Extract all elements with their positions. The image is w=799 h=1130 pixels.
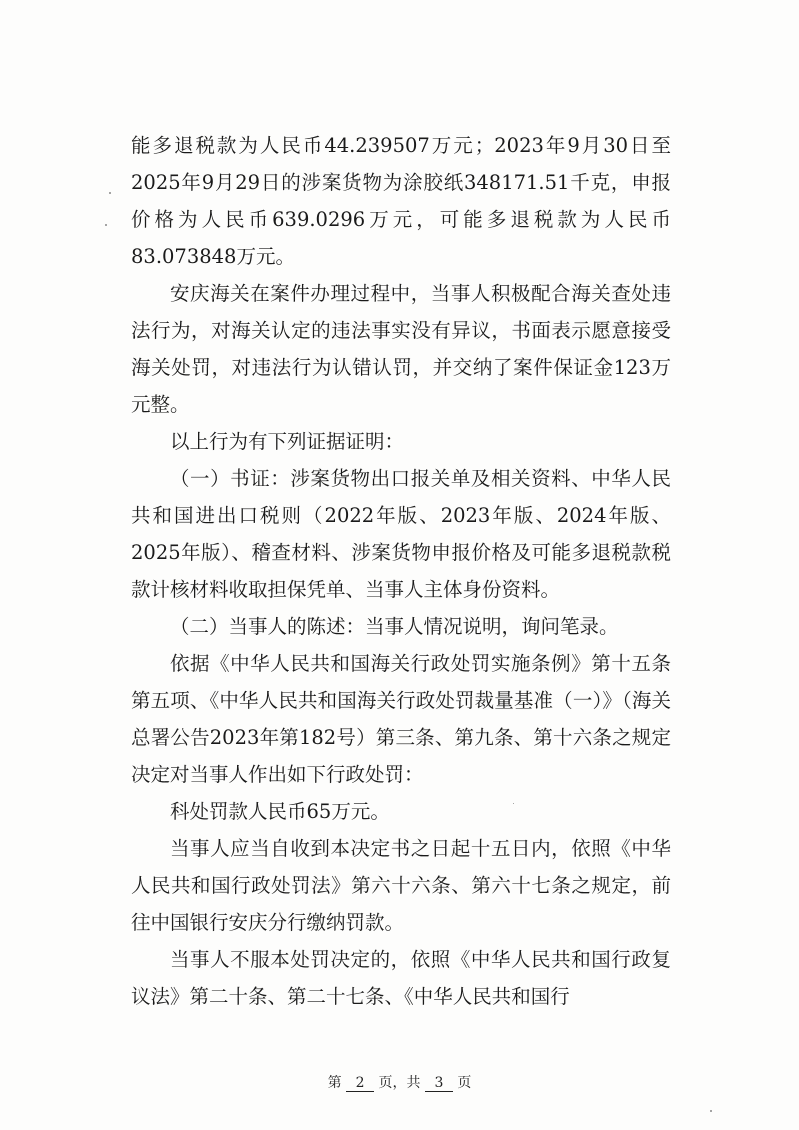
paragraph-payment: 当事人应当自收到本决定书之日起十五日内，依照《中华人民共和国行政处罚法》第六十六条、第六十七条之规定，前往中国银行安庆分行缴纳罚款。	[131, 837, 671, 934]
footer-middle: 页，共	[378, 1075, 421, 1091]
paragraph-tax-amounts: 能多退税款为人民币44.239507万元；2023年9月30日至2025年9月29日的涉案货物为涂胶纸348171.51千克，申报价格为人民币639.0296万元，可能多退税款为人民币83.073848万元。	[131, 134, 671, 268]
paragraph-legal-basis: 依据《中华人民共和国海关行政处罚实施条例》第十五条第五项、《中华人民共和国海关行政处罚裁量基准（一）》（海关总署公告2023年第182号）第三条、第九条、第十六条之规定决定对当事人作出如下行政处罚：	[131, 652, 671, 786]
paragraph-evidence-intro: 以上行为有下列证据证明：	[170, 430, 405, 453]
scan-speck	[105, 224, 107, 226]
footer-total-pages: 3	[425, 1075, 453, 1092]
scan-speck	[513, 803, 514, 804]
paragraph-penalty: 科处罚款人民币65万元。	[170, 800, 390, 823]
document-body	[131, 127, 671, 1015]
paragraph-evidence-documentary: （一）书证：涉案货物出口报关单及相关资料、中华人民共和国进出口税则（2022年版、2023年版、2024年版、2025年版）、稽查材料、涉案货物申报价格及可能多退税款税款计核材料收取担保凭单、当事人主体身份资料。	[131, 467, 671, 601]
footer-current-page: 2	[346, 1075, 374, 1092]
scan-speck	[109, 192, 111, 194]
footer-suffix: 页	[457, 1075, 472, 1091]
page-footer	[0, 1072, 799, 1092]
paragraph-cooperation: 安庆海关在案件办理过程中，当事人积极配合海关查处违法行为，对海关认定的违法事实没有异议，书面表示愿意接受海关处罚，对违法行为认错认罚，并交纳了案件保证金123万元整。	[131, 282, 671, 416]
paragraph-appeal: 当事人不服本处罚决定的，依照《中华人民共和国行政复议法》第二十条、第二十七条、《中华人民共和国行	[131, 948, 671, 1008]
footer-prefix: 第	[327, 1075, 342, 1091]
paragraph-evidence-statement: （二）当事人的陈述：当事人情况说明，询问笔录。	[170, 615, 619, 638]
scan-speck	[710, 1110, 712, 1112]
